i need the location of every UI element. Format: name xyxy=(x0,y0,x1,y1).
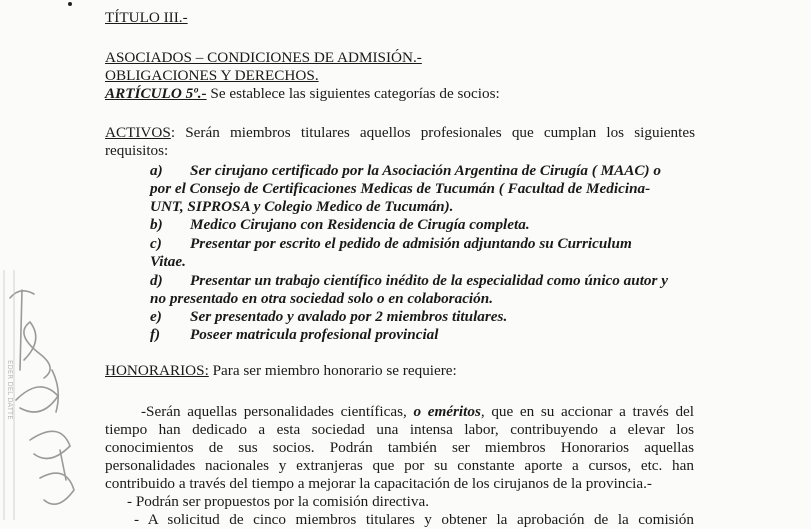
item-d-line2: no presentado en otra sociedad solo o en colaboración. xyxy=(150,290,493,307)
article-label: ARTÍCULO 5º.- xyxy=(105,85,207,102)
honorarios-bullet1: - Podrán ser propuestos por la comisión directiva. xyxy=(127,493,429,510)
section-heading-line1: ASOCIADOS – CONDICIONES DE ADMISIÓN.- xyxy=(105,49,422,66)
item-f-line1: Poseer matricula profesional provincial xyxy=(190,326,439,343)
item-c-line2: Vitae. xyxy=(150,253,186,270)
activos-line1: : Serán miembros titulares aquellos profesionales que cumplan los siguientes xyxy=(170,124,695,141)
item-a-line2: por el Consejo de Certificaciones Medicas de Tucumán ( Facultad de Medicina- xyxy=(150,180,651,197)
section-heading-line2: OBLIGACIONES Y DERECHOS. xyxy=(105,67,319,84)
item-b-line1: Medico Cirujano con Residencia de Cirugía completa. xyxy=(190,216,530,233)
stamp-text: EDER DEL DATTE xyxy=(6,360,14,420)
activos-intro xyxy=(105,124,695,142)
item-c-line1: Presentar por escrito el pedido de admisión adjuntando su Curriculum xyxy=(190,235,632,252)
item-b-letter: b) xyxy=(150,216,163,233)
item-e-letter: e) xyxy=(150,308,162,325)
title-heading: TÍTULO III.- xyxy=(105,9,188,26)
honorarios-line xyxy=(105,362,457,380)
honorarios-label: HONORARIOS: xyxy=(105,362,209,379)
honorarios-para-line4: personalidades nacionales y extranjeras que por su constante aporte a cursos, etc. han xyxy=(105,457,694,474)
para-rest: , que en su accionar a través del xyxy=(480,403,694,420)
faded-stamp xyxy=(6,360,14,420)
article-line xyxy=(105,85,500,103)
activos-line2: requisitos: xyxy=(105,142,169,159)
activos-label: ACTIVOS xyxy=(105,124,171,141)
handwritten-signature xyxy=(0,250,92,529)
item-d-letter: d) xyxy=(150,272,163,289)
honorarios-bullet2: - A solicitud de cinco miembros titulares y obtener la aprobación de la comisión xyxy=(134,511,694,528)
para-emphasis: o eméritos xyxy=(413,403,481,420)
honorarios-text: Para ser miembro honorario se requiere: xyxy=(208,362,457,379)
honorarios-para-line2: tiempo han dedicado a esta sociedad una intensa labor, contribuyendo a elevar los xyxy=(105,421,694,438)
honorarios-para-line3: conocimientos de sus socios. Podrán también ser miembros Honorarios aquellas xyxy=(105,439,694,456)
item-c-letter: c) xyxy=(150,235,162,252)
item-e-line1: Ser presentado y avalado por 2 miembros titulares. xyxy=(190,308,508,325)
item-f-letter: f) xyxy=(150,326,161,343)
ink-dot xyxy=(68,2,72,6)
article-text: Se establece las siguientes categorías de socios: xyxy=(206,85,500,102)
honorarios-para-line1 xyxy=(141,403,694,421)
item-a-line3: UNT, SIPROSA y Colegio Medico de Tucumán). xyxy=(150,198,454,215)
para-start: -Serán aquellas personalidades científicas, xyxy=(141,403,414,420)
honorarios-para-line5: contribuido a través del tiempo a mejorar la capacitación de los cirujanos de la provincia.- xyxy=(105,475,652,492)
item-a-line1: Ser cirujano certificado por la Asociación Argentina de Cirugía ( MAAC) o xyxy=(190,162,661,179)
item-a-letter: a) xyxy=(150,162,163,179)
item-d-line1: Presentar un trabajo científico inédito de la especialidad como único autor y xyxy=(190,272,668,289)
